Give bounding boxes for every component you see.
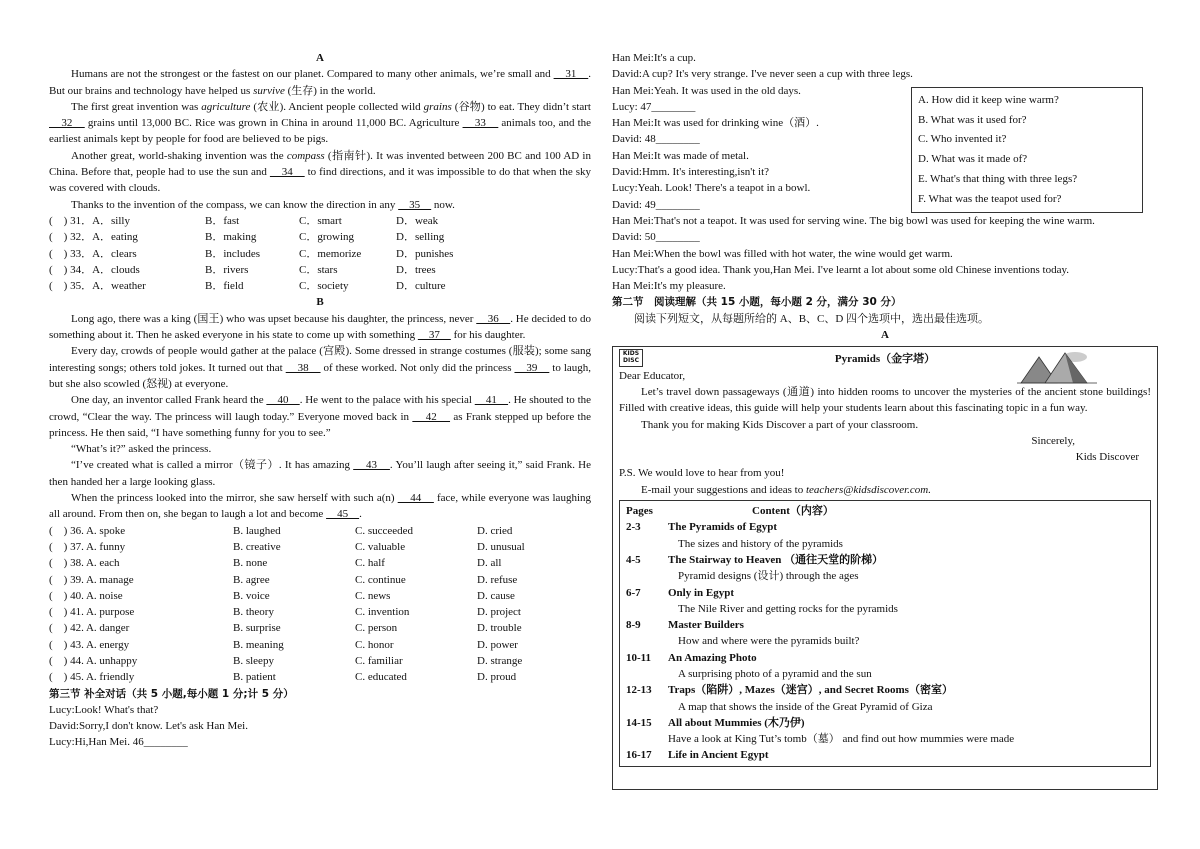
option-cell: ( ) 45. A. friendly [49, 671, 135, 684]
pyramids-illustration [1017, 349, 1097, 385]
text-run: . He decided to do something about it. Then he asked everyone in his state to come up with something [49, 312, 591, 342]
section-b-label: B [316, 296, 324, 309]
option-cell: B．includes [205, 247, 260, 260]
toc-row [626, 715, 1144, 731]
option-cell: B．field [205, 280, 244, 293]
option-cell: C. educated [355, 671, 407, 684]
dialogue-line: David: 50________ [612, 231, 700, 244]
blank-33: 33 [462, 117, 499, 130]
toc-title: Only in Egypt [668, 586, 735, 599]
option-cell: B. creative [233, 540, 281, 553]
answer-option: E. What's that thing with three legs? [918, 172, 1078, 185]
option-cell: D. strange [477, 654, 523, 667]
option-cell: C．stars [299, 263, 338, 276]
option-cell: C. news [355, 589, 391, 602]
text-run: Thanks to the invention of the compass, we can know the direction in any [71, 198, 399, 211]
option-cell: ( ) 34．A．clouds [49, 263, 140, 276]
text-run: Long ago, there was a king (国王) who was upset because his daughter, the princess, never [71, 312, 477, 325]
toc-pages: 8-9 [626, 619, 641, 632]
option-cell: ( ) 39. A. manage [49, 573, 134, 586]
toc-title: Life in Ancient Egypt [668, 749, 769, 762]
option-row [49, 588, 591, 604]
dialogue-start [49, 702, 591, 751]
toc-pages: 2-3 [626, 521, 641, 534]
toc-pages: 14-15 [626, 716, 652, 729]
section-3-heading: 第三节 补全对话（共 5 小题,每小题 1 分;计 5 分） [49, 687, 294, 700]
toc-pages: 10-11 [626, 651, 652, 664]
option-cell: C．memorize [299, 247, 362, 260]
toc-description: Have a look at King Tut’s tomb（墓） and find out how mummies were made [668, 733, 1015, 746]
option-cell: D. unusual [477, 540, 525, 553]
option-row [49, 620, 591, 636]
paragraph-b-3 [49, 392, 591, 441]
option-cell: B. laughed [233, 524, 281, 537]
blank-37: 37 [417, 329, 451, 342]
text-run: “What’s it?” asked the princess. [71, 443, 212, 456]
email-prefix: E-mail your suggestions and ideas to [641, 483, 806, 496]
blank-38: 38 [285, 361, 321, 374]
toc-description: The sizes and history of the pyramids [678, 537, 843, 550]
section-2-instruction: 阅读下列短文，从每题所给的 A、B、C、D 四个选项中，选出最佳选项。 [634, 312, 990, 325]
blank-35: 35 [398, 198, 432, 211]
toc-pages: 16-17 [626, 749, 652, 762]
option-cell: ( ) 36. A. spoke [49, 524, 126, 537]
option-cell: ( ) 41. A. purpose [49, 606, 135, 619]
table-of-contents [619, 500, 1151, 767]
option-cell: D. power [477, 638, 518, 651]
option-cell: ( ) 31．A．silly [49, 214, 130, 227]
blank-36: 36 [476, 312, 511, 325]
toc-row [626, 747, 1144, 763]
answer-option: C. Who invented it? [918, 133, 1007, 146]
option-cell: ( ) 32．A．eating [49, 231, 138, 244]
toc-description: How and where were the pyramids built? [678, 635, 860, 648]
answer-option: B. What was it used for? [918, 113, 1027, 126]
option-cell: D. cried [477, 524, 513, 537]
body-paragraph-2: Thank you for making Kids Discover a part of your classroom. [641, 418, 919, 431]
option-cell: D. refuse [477, 573, 518, 586]
paragraph-a-1 [49, 66, 591, 99]
kids-discover-logo: KIDS DISC [619, 349, 643, 367]
answer-option: D. What was it made of? [918, 153, 1028, 166]
paragraph-b-1 [49, 311, 591, 344]
text-run: . He shouted to the crowd, “Clear the way. The princess will laugh today.” Everyone moved back in [49, 394, 592, 423]
section-b-options [49, 523, 591, 686]
left-column [49, 50, 591, 751]
option-cell: C. honor [355, 638, 394, 651]
option-row [49, 523, 591, 539]
section-a-passage [49, 66, 591, 213]
option-cell: B. theory [233, 606, 274, 619]
option-row [49, 278, 591, 294]
paragraph-a-2 [49, 99, 591, 148]
toc-header-pages: Pages [626, 505, 653, 518]
text-run: (谷物) to eat. They didn’t start [451, 100, 591, 113]
dialogue-line: Han Mei:It was used for drinking wine（酒）. [612, 117, 819, 130]
blank-39: 39 [514, 361, 550, 374]
text-run: . He went to the palace with his special [299, 394, 475, 407]
option-row [49, 262, 591, 278]
toc-header-content: Content（内容） [752, 505, 834, 518]
option-cell: B．making [205, 231, 257, 244]
italic-term: agriculture [201, 100, 251, 113]
option-cell: B. sleepy [233, 654, 274, 667]
answer-option: A. How did it keep wine warm? [918, 94, 1059, 106]
text-run: When the princess looked into the mirror, she saw herself with such a(n) [71, 492, 398, 505]
text-run: (生存) in the world. [284, 84, 376, 97]
option-cell: ( ) 37. A. funny [49, 540, 126, 553]
italic-term: grains [423, 100, 452, 113]
blank-45: 45 [326, 508, 360, 521]
dialogue-line: Lucy:Yeah. Look! There's a teapot in a bowl. [612, 182, 811, 195]
option-cell: D．culture [396, 280, 446, 293]
dialogue-line: David:Hmm. It's interesting,isn't it? [612, 166, 770, 179]
text-run: (指南针). It was invented between 200 BC and 100 AD in China. Before that, people had to use the sun and [49, 149, 591, 179]
option-cell: C. invention [355, 606, 410, 619]
body-paragraph-1: Let’s travel down passageways (通道) into hidden rooms to uncover the mysteries of the ancient stone buildings! Filled with creative ideas, this guide will help your students learn about this fascinating topic in a fun way. [619, 385, 1151, 415]
paragraph-b-5 [49, 457, 591, 490]
option-cell: C．smart [299, 214, 342, 227]
toc-row [626, 585, 1144, 601]
dialogue-line: David:Sorry,I don't know. Let's ask Han Mei. [49, 720, 248, 733]
passage-title: Pyramids（金字塔） [834, 353, 936, 366]
text-run: (农业). Ancient people collected wild [250, 100, 424, 113]
option-row [49, 604, 591, 620]
text-run: Another great, world-shaking invention was the [71, 149, 287, 162]
option-cell: ( ) 44. A. unhappy [49, 654, 138, 667]
dialogue-line: Han Mei:It's my pleasure. [612, 280, 726, 293]
toc-title: The Pyramids of Egypt [668, 521, 778, 534]
option-cell: ( ) 38. A. each [49, 557, 120, 570]
option-cell: C. succeeded [355, 524, 414, 537]
text-run: face, while everyone was laughing all around. From then on, she began to laugh a lot and become [49, 492, 591, 521]
option-cell: B. surprise [233, 622, 281, 635]
dialogue-line: David: 49________ [612, 198, 700, 211]
section-a-options [49, 213, 591, 294]
toc-row [626, 650, 1144, 666]
signature: Kids Discover [1075, 451, 1139, 464]
section-b-passage [49, 311, 591, 523]
option-row [49, 213, 591, 229]
option-cell: D．weak [396, 214, 439, 227]
answer-option: F. What was the teapot used for? [918, 192, 1062, 205]
dialogue-line: Han Mei:Yeah. It was used in the old days. [612, 84, 801, 97]
passage-box [612, 346, 1158, 790]
email-line [619, 482, 1151, 498]
option-cell: ( ) 33．A．clears [49, 247, 137, 260]
toc-title: Master Builders [668, 619, 744, 632]
option-cell: D. all [477, 557, 502, 570]
toc-row [626, 682, 1144, 698]
option-cell: D．trees [396, 263, 436, 276]
toc-pages: 12-13 [626, 684, 652, 697]
text-run: The first great invention was [71, 100, 202, 113]
text-run: . But our brains and technology have helped us [49, 68, 591, 97]
toc-description: A map that shows the inside of the Great Pyramid of Giza [678, 700, 933, 713]
text-run: . You’ll laugh after seeing it,” said Frank. He then handed her a large looking glass. [49, 459, 591, 488]
option-row [49, 572, 591, 588]
section-2-heading: 第二节 阅读理解（共 15 小题，每小题 2 分，满分 30 分） [612, 296, 902, 309]
toc-row [626, 552, 1144, 568]
section-a-label: A [316, 52, 324, 64]
italic-term: compass [286, 149, 325, 162]
option-cell: ( ) 42. A. danger [49, 622, 130, 635]
text-run: Every day, crowds of people would gather at the palace (宫殿). Some dressed in strange costumes (服装); some sang interesting songs; others told jokes. It turned out that [49, 345, 591, 374]
toc-title: An Amazing Photo [668, 651, 757, 664]
toc-title: All about Mummies (木乃伊) [668, 716, 805, 729]
text-run: to laugh, but she also scowled (怒视) at everyone. [49, 361, 592, 390]
toc-description: Pyramid designs (设计) through the ages [678, 570, 859, 583]
toc-title: Traps（陷阱）, Mazes（迷宫）, and Secret Rooms（密室） [668, 684, 953, 697]
option-cell: ( ) 40. A. noise [49, 589, 123, 602]
text-run: grains until 13,000 BC. Rice was grown in China in around 11,000 BC. Agriculture [84, 117, 463, 130]
email-address: teachers@kidsdiscover.com. [805, 483, 931, 496]
text-run: Humans are not the strongest or the fastest on our planet. Compared to many other animals, we’re small and [71, 68, 554, 81]
dialogue-line: Lucy:Hi,Han Mei. 46________ [49, 736, 188, 749]
text-run: . [359, 508, 362, 521]
option-row [49, 637, 591, 653]
option-cell: C. person [355, 622, 398, 635]
answer-options-box [911, 87, 1143, 213]
option-cell: C. continue [355, 573, 406, 586]
dialogue-line: Han Mei:That's not a teapot. It was used for serving wine. The big bowl was used for keeping the wine warm. [612, 214, 1095, 227]
option-cell: B．fast [205, 214, 240, 227]
option-cell: B．rivers [205, 263, 249, 276]
dialogue-line: Lucy: 47________ [612, 100, 696, 113]
blank-44: 44 [397, 492, 434, 505]
toc-list [626, 519, 1144, 763]
option-row [49, 229, 591, 245]
postscript: P.S. We would love to hear from you! [619, 467, 785, 480]
option-cell: D. proud [477, 671, 517, 684]
option-cell: C．growing [299, 231, 354, 244]
option-cell: B. voice [233, 589, 270, 602]
option-cell: D. cause [477, 589, 515, 602]
blank-43: 43 [353, 459, 390, 472]
toc-row [626, 617, 1144, 633]
paragraph-b-6 [49, 490, 591, 523]
dialogue-line: Lucy:Look! What's that? [49, 703, 159, 716]
option-cell: C. valuable [355, 540, 406, 553]
option-row [49, 539, 591, 555]
option-row [49, 246, 591, 262]
text-run: for his daughter. [450, 329, 526, 342]
option-row [49, 555, 591, 571]
option-cell: ( ) 43. A. energy [49, 638, 130, 651]
toc-pages: 4-5 [626, 553, 641, 566]
dialogue-line: David:A cup? It's very strange. I've never seen a cup with three legs. [612, 68, 913, 81]
toc-description: The Nile River and getting rocks for the pyramids [678, 602, 898, 615]
option-cell: C. half [355, 557, 385, 570]
text-run: now. [431, 198, 455, 211]
paragraph-a-3 [49, 148, 591, 197]
option-cell: B. patient [233, 671, 276, 684]
dialogue-line: Han Mei:When the bowl was filled with hot water, the wine would get warm. [612, 247, 953, 260]
blank-34: 34 [269, 166, 305, 179]
option-cell: B. none [233, 557, 268, 570]
dialogue-line: David: 48________ [612, 133, 700, 146]
passage-a-label: A [881, 329, 889, 342]
option-cell: D．selling [396, 231, 445, 244]
option-cell: D．punishes [396, 247, 454, 260]
option-row [49, 653, 591, 669]
greeting: Dear Educator, [619, 369, 686, 382]
toc-header [626, 503, 1144, 519]
text-run: of these worked. Not only did the princess [320, 361, 515, 374]
blank-41: 41 [474, 394, 509, 407]
option-cell: C. familiar [355, 654, 403, 667]
paragraph-b-4 [49, 441, 591, 457]
dialogue-line: Lucy:That's a good idea. Thank you,Han Mei. I've learnt a lot about some old Chinese inventions today. [612, 263, 1069, 276]
toc-pages: 6-7 [626, 586, 641, 599]
text-run: animals too, and the earliest animals kept by people for food are believed to be pigs. [49, 117, 592, 146]
italic-term: survive [253, 84, 285, 97]
blank-40: 40 [266, 394, 300, 407]
text-run: as Frank stepped up before the princess. He then said, “I have something funny for you to see.” [49, 410, 591, 439]
closing: Sincerely, [1031, 434, 1075, 447]
option-cell: B. agree [233, 573, 270, 586]
toc-row [626, 519, 1144, 535]
text-run: “I’ve created what is called a mirror（镜子）. It has amazing [71, 459, 354, 472]
text-run: to find directions, and it was impossible to do that when the sky was covered with clouds. [49, 166, 591, 195]
option-cell: ( ) 35．A．weather [49, 280, 146, 293]
text-run: One day, an inventor called Frank heard the [71, 394, 267, 407]
option-row [49, 669, 591, 685]
option-cell: D. project [477, 606, 521, 619]
toc-description: A surprising photo of a pyramid and the sun [678, 667, 872, 680]
dialogue-line: Han Mei:It's a cup. [612, 52, 696, 64]
paragraph-b-2 [49, 343, 591, 392]
option-cell: D. trouble [477, 622, 522, 635]
dialogue-line: Han Mei:It was made of metal. [612, 149, 749, 162]
option-cell: C．society [299, 280, 349, 293]
option-cell: B. meaning [233, 638, 284, 651]
right-column [612, 50, 1158, 790]
blank-42: 42 [412, 410, 451, 423]
blank-31: 31 [553, 68, 589, 81]
blank-32: 32 [49, 117, 85, 130]
paragraph-a-4 [49, 197, 591, 213]
toc-title: The Stairway to Heaven （通往天堂的阶梯） [668, 553, 884, 566]
